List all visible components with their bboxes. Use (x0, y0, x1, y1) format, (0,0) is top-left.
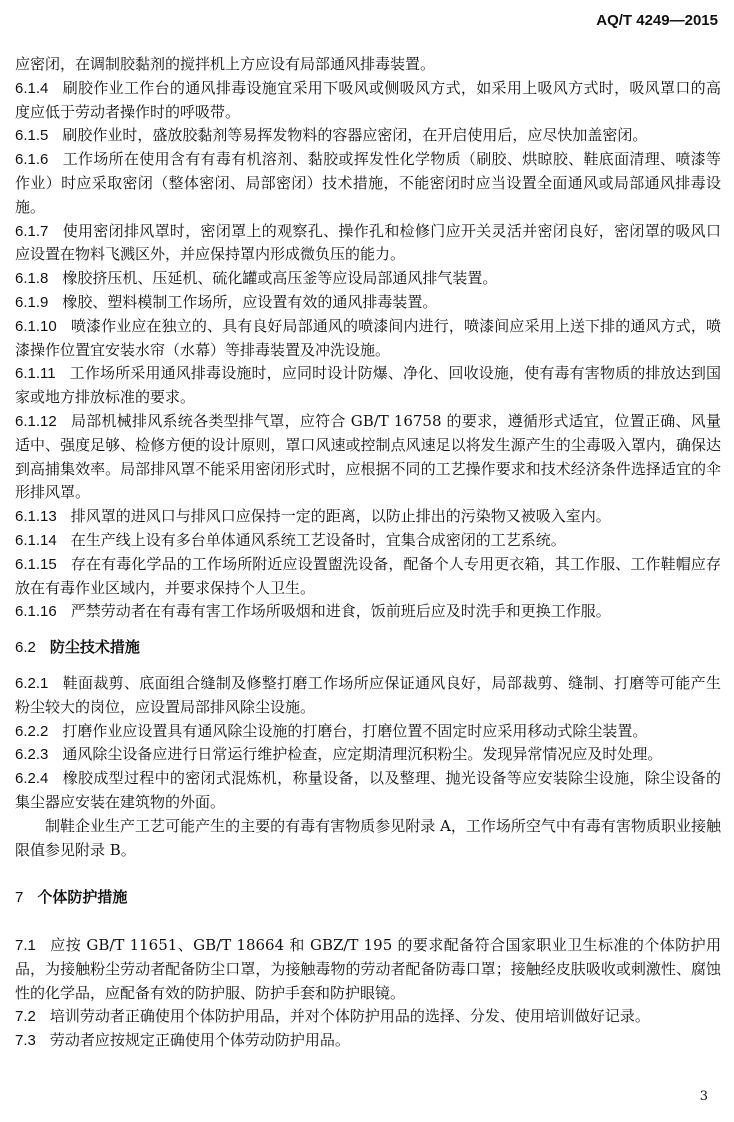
section-7-items (15, 934, 721, 1053)
clause (15, 148, 721, 219)
section-title: 个体防护措施 (37, 888, 128, 907)
clause-number: 7.3 (15, 1032, 36, 1050)
clause (15, 672, 721, 720)
clause-text: 工作场所在使用含有有毒有机溶剂、黏胶或挥发性化学物质（刷胶、烘晾胶、鞋底面清理、喷漆等作业）时应采取密闭（整体密闭、局部密闭）技术措施，不能密闭时应当设置全面通风或局部通风排毒设施。 (15, 150, 721, 216)
clause (15, 553, 721, 601)
clause-text: 刷胶作业工作台的通风排毒设施宜采用下吸风或侧吸风方式，如采用上吸风方式时，吸风罩口的高度应低于劳动者操作时的呼吸带。 (15, 78, 721, 121)
clause-text: 局部机械排风系统各类型排气罩，应符合 GB/T 16758 的要求，遵循形式适宜，位置正确、风量适中、强度足够、检修方便的设计原则，罩口风速或控制点风速足以将发生源产生的尘毒吸入罩内，确保达到高捕集效率。局部排风罩不能采用密闭形式时，应根据不同的工艺操作要求和技术经济条件选择适宜的伞形排风罩。 (15, 411, 721, 502)
clause-number: 6.1.5 (15, 127, 49, 145)
page-number: 3 (699, 1089, 708, 1104)
clause-text: 橡胶挤压机、压延机、硫化罐或高压釜等应设局部通风排气装置。 (62, 269, 498, 288)
clause (15, 220, 721, 268)
clause (15, 743, 721, 767)
clause-number: 6.1.7 (15, 222, 49, 240)
clause (15, 1029, 721, 1053)
clause-text: 使用密闭排风罩时，密闭罩上的观察孔、操作孔和检修门应开关灵活并密闭良好，密闭罩的吸风口应设置在物料飞溅区外，并应保持罩内形成微负压的能力。 (15, 221, 721, 264)
clause-number: 6.1.13 (15, 508, 57, 526)
clause-number: 6.1.4 (15, 79, 49, 97)
clause-text: 通风除尘设备应进行日常运行维护检查，应定期清理沉积粉尘。发现异常情况应及时处理。 (62, 745, 663, 764)
section-6-2-items (15, 672, 721, 815)
appendix-note: 制鞋企业生产工艺可能产生的主要的有毒有害物质参见附录 A，工作场所空气中有毒有害物质职业接触限值参见附录 B。 (15, 816, 721, 859)
section-heading-6-2 (15, 636, 721, 660)
clause-text: 在生产线上设有多台单体通风系统工艺设备时，宜集合成密闭的工艺系统。 (70, 530, 566, 549)
clause (15, 934, 721, 1005)
clause-text: 打磨作业应设置具有通风除尘设施的打磨台，打磨位置不固定时应采用移动式除尘装置。 (62, 721, 648, 740)
clause (15, 77, 721, 125)
section-title: 防尘技术措施 (49, 638, 140, 657)
clause-text: 排风罩的进风口与排风口应保持一定的距离，以防止排出的污染物又被吸入室内。 (70, 507, 611, 526)
clause-text: 培训劳动者正确使用个体防护用品，并对个体防护用品的选择、分发、使用培训做好记录。 (49, 1007, 650, 1026)
clause-number: 6.1.14 (15, 531, 57, 549)
clause-number: 6.2.1 (15, 674, 49, 692)
clause-number: 6.1.9 (15, 293, 49, 311)
clause-number: 6.2.3 (15, 746, 49, 764)
clause-text: 工作场所采用通风排毒设施时，应同时设计防爆、净化、回收设施，使有毒有害物质的排放达到国家或地方排放标准的要求。 (15, 364, 721, 407)
clause (15, 600, 721, 624)
clause-text: 严禁劳动者在有毒有害工作场所吸烟和进食，饭前班后应及时洗手和更换工作服。 (70, 602, 611, 621)
clause-text: 橡胶、塑料模制工作场所，应设置有效的通风排毒装置。 (62, 292, 438, 311)
clause-text: 应按 GB/T 11651、GB/T 18664 和 GBZ/T 195 的要求配备符合国家职业卫生标准的个体防护用品，为接触粉尘劳动者配备防尘口罩，为接触毒物的劳动者配备防毒口罩；接触经皮肤吸收或刺激性、腐蚀性的化学品，应配备有效的防护服、防护手套和防护眼镜。 (15, 936, 721, 1002)
clause-number: 7.1 (15, 937, 36, 955)
clause-text: 劳动者应按规定正确使用个体劳动防护用品。 (49, 1031, 350, 1050)
clause-text: 喷漆作业应在独立的、具有良好局部通风的喷漆间内进行，喷漆间应采用上送下排的通风方式，喷漆操作位置宜安装水帘（水幕）等排毒装置及冲洗设施。 (15, 316, 721, 359)
clause-text: 存在有毒化学品的工作场所附近应设置盥洗设备，配备个人专用更衣箱，其工作服、工作鞋帽应存放在有毒作业区域内，并要求保持个人卫生。 (15, 554, 721, 597)
clause-number: 6.1.16 (15, 603, 57, 621)
clause-number: 6.2.2 (15, 722, 49, 740)
section-number: 6.2 (15, 639, 36, 657)
clause (15, 267, 721, 291)
clause (15, 505, 721, 529)
clause (15, 1005, 721, 1029)
clause (15, 767, 721, 815)
clause-number: 6.2.4 (15, 770, 49, 788)
clause-number: 6.1.15 (15, 555, 57, 573)
clause-number: 6.1.10 (15, 317, 57, 335)
clause-number: 6.1.6 (15, 151, 49, 169)
document-code-header: AQ/T 4249—2015 (596, 12, 718, 29)
section-heading-7 (15, 886, 721, 910)
document-body (15, 53, 721, 1053)
clause-number: 6.1.11 (15, 365, 56, 383)
clause (15, 720, 721, 744)
clause-number: 6.1.8 (15, 270, 49, 288)
clause-number: 6.1.12 (15, 412, 57, 430)
clause-text: 刷胶作业时，盛放胶黏剂等易挥发物料的容器应密闭，在开启使用后，应尽快加盖密闭。 (62, 126, 648, 145)
clause (15, 410, 721, 505)
section-number: 7 (15, 889, 24, 907)
clause (15, 315, 721, 363)
clause (15, 291, 721, 315)
clause-number: 7.2 (15, 1008, 36, 1026)
clause-text: 橡胶成型过程中的密闭式混炼机，称量设备，以及整理、抛光设备等应安装除尘设施，除尘设备的集尘器应安装在建筑物的外面。 (15, 769, 721, 811)
clause (15, 124, 721, 148)
clause (15, 362, 721, 410)
clause (15, 529, 721, 553)
clause-text: 鞋面裁剪、底面组合缝制及修整打磨工作场所应保证通风良好，局部裁剪、缝制、打磨等可能产生粉尘较大的岗位，应设置局部排风除尘设施。 (15, 673, 721, 716)
section-6-1-items (15, 77, 721, 624)
continuation-paragraph: 应密闭，在调制胶黏剂的搅拌机上方应设有局部通风排毒装置。 (15, 55, 436, 73)
